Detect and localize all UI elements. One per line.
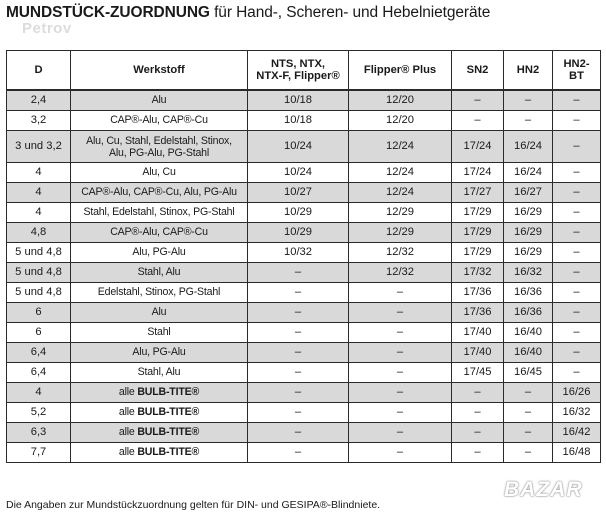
- cell-nts: 10/29: [248, 203, 349, 223]
- cell-nts: 10/24: [248, 163, 349, 183]
- cell-flipper-plus: 12/24: [349, 183, 452, 203]
- cell-flipper-plus: –: [349, 283, 452, 303]
- cell-nts: –: [248, 343, 349, 363]
- cell-hn2: 16/36: [504, 283, 553, 303]
- cell-diameter: 4: [7, 183, 71, 203]
- cell-flipper-plus: –: [349, 323, 452, 343]
- cell-sn2: –: [452, 90, 504, 111]
- cell-nts: 10/24: [248, 131, 349, 163]
- cell-nts: 10/29: [248, 223, 349, 243]
- cell-flipper-plus: –: [349, 383, 452, 403]
- material-brand: BULB-TITE®: [137, 386, 200, 398]
- material-text: Stahl, Edelstahl, Stinox, PG-Stahl: [83, 206, 235, 218]
- header-row: [7, 51, 601, 91]
- material-text: Stahl: [147, 326, 171, 338]
- cell-nts: 10/18: [248, 111, 349, 131]
- cell-hn2-bt: –: [553, 90, 601, 111]
- cell-hn2: 16/40: [504, 343, 553, 363]
- cell-flipper-plus: 12/32: [349, 263, 452, 283]
- table-row: [7, 383, 601, 403]
- cell-nts: 10/27: [248, 183, 349, 203]
- cell-hn2: –: [504, 423, 553, 443]
- cell-material: [71, 203, 248, 223]
- cell-diameter: 5 und 4,8: [7, 283, 71, 303]
- cell-nts: –: [248, 363, 349, 383]
- cell-material: [71, 443, 248, 463]
- table-row: [7, 183, 601, 203]
- cell-flipper-plus: –: [349, 343, 452, 363]
- cell-flipper-plus: –: [349, 443, 452, 463]
- watermark-top: Petrov: [22, 20, 72, 37]
- cell-hn2-bt: –: [553, 243, 601, 263]
- cell-nts: –: [248, 423, 349, 443]
- header-hn2-bt: HN2- BT: [553, 51, 601, 91]
- header-d: D: [7, 51, 71, 91]
- cell-hn2: 16/32: [504, 263, 553, 283]
- cell-hn2: 16/36: [504, 303, 553, 323]
- cell-material: [71, 223, 248, 243]
- table-row: [7, 443, 601, 463]
- table-row: [7, 403, 601, 423]
- table-row: [7, 263, 601, 283]
- cell-sn2: 17/27: [452, 183, 504, 203]
- cell-sn2: 17/29: [452, 203, 504, 223]
- material-text: Stahl, Alu: [137, 366, 181, 378]
- cell-hn2-bt: –: [553, 363, 601, 383]
- watermark-bottom: BAZAR: [504, 478, 583, 501]
- cell-diameter: 5,2: [7, 403, 71, 423]
- cell-hn2-bt: 16/48: [553, 443, 601, 463]
- cell-nts: –: [248, 283, 349, 303]
- material-text: Edelstahl, Stinox, PG-Stahl: [97, 286, 221, 298]
- cell-nts: –: [248, 383, 349, 403]
- cell-material: [71, 263, 248, 283]
- cell-diameter: 5 und 4,8: [7, 243, 71, 263]
- cell-hn2-bt: –: [553, 111, 601, 131]
- cell-hn2-bt: –: [553, 183, 601, 203]
- cell-flipper-plus: –: [349, 403, 452, 423]
- nozzle-assignment-table: [6, 50, 601, 463]
- cell-sn2: –: [452, 443, 504, 463]
- cell-diameter: 6,4: [7, 343, 71, 363]
- cell-sn2: –: [452, 111, 504, 131]
- material-text: CAP®-Alu, CAP®-Cu: [110, 226, 208, 238]
- header-hn2: HN2: [504, 51, 553, 91]
- cell-sn2: 17/36: [452, 303, 504, 323]
- cell-flipper-plus: 12/24: [349, 163, 452, 183]
- cell-sn2: 17/40: [452, 323, 504, 343]
- header-sn2: SN2: [452, 51, 504, 91]
- cell-hn2: –: [504, 443, 553, 463]
- material-text: alle: [118, 386, 138, 398]
- cell-flipper-plus: 12/20: [349, 111, 452, 131]
- cell-sn2: 17/29: [452, 223, 504, 243]
- table-row: [7, 283, 601, 303]
- footnote: Die Angaben zur Mundstückzuordnung gelten für DIN- und GESIPA®-Blindniete.: [6, 499, 381, 511]
- table-row: [7, 363, 601, 383]
- table-row: [7, 163, 601, 183]
- cell-sn2: 17/32: [452, 263, 504, 283]
- cell-material: [71, 90, 248, 111]
- material-text: alle: [118, 406, 138, 418]
- material-text: Alu, Cu: [142, 166, 176, 178]
- cell-diameter: 5 und 4,8: [7, 263, 71, 283]
- table-row: [7, 111, 601, 131]
- cell-hn2: 16/45: [504, 363, 553, 383]
- material-text: Alu, Cu, Stahl, Edelstahl, Stinox, Alu, PG-Alu, PG-Stahl: [86, 134, 232, 159]
- cell-sn2: –: [452, 423, 504, 443]
- cell-hn2: 16/24: [504, 131, 553, 163]
- cell-sn2: 17/40: [452, 343, 504, 363]
- cell-flipper-plus: 12/29: [349, 203, 452, 223]
- cell-hn2: 16/24: [504, 163, 553, 183]
- cell-diameter: 4: [7, 383, 71, 403]
- cell-hn2: –: [504, 383, 553, 403]
- cell-hn2-bt: –: [553, 223, 601, 243]
- cell-diameter: 7,7: [7, 443, 71, 463]
- material-text: Alu, PG-Alu: [132, 346, 186, 358]
- cell-hn2-bt: –: [553, 283, 601, 303]
- cell-material: [71, 163, 248, 183]
- cell-diameter: 4,8: [7, 223, 71, 243]
- cell-material: [71, 403, 248, 423]
- cell-diameter: 6,3: [7, 423, 71, 443]
- cell-sn2: 17/36: [452, 283, 504, 303]
- cell-material: [71, 183, 248, 203]
- cell-hn2-bt: 16/26: [553, 383, 601, 403]
- cell-nts: 10/32: [248, 243, 349, 263]
- table-row: [7, 243, 601, 263]
- cell-material: [71, 363, 248, 383]
- cell-flipper-plus: 12/20: [349, 90, 452, 111]
- cell-hn2-bt: 16/42: [553, 423, 601, 443]
- cell-hn2: –: [504, 111, 553, 131]
- table-row: [7, 423, 601, 443]
- cell-diameter: 2,4: [7, 90, 71, 111]
- cell-hn2-bt: –: [553, 343, 601, 363]
- cell-hn2-bt: –: [553, 131, 601, 163]
- material-text: CAP®-Alu, CAP®-Cu, Alu, PG-Alu: [81, 186, 237, 198]
- title-bold: MUNDSTÜCK-ZUORDNUNG: [6, 4, 210, 21]
- cell-hn2-bt: –: [553, 163, 601, 183]
- cell-sn2: 17/29: [452, 243, 504, 263]
- cell-hn2-bt: –: [553, 203, 601, 223]
- cell-sn2: –: [452, 403, 504, 423]
- cell-flipper-plus: 12/32: [349, 243, 452, 263]
- material-brand: BULB-TITE®: [137, 426, 200, 438]
- cell-material: [71, 383, 248, 403]
- cell-sn2: 17/24: [452, 131, 504, 163]
- cell-nts: –: [248, 263, 349, 283]
- material-text: Stahl, Alu: [137, 266, 181, 278]
- cell-material: [71, 131, 248, 163]
- table-row: [7, 343, 601, 363]
- material-brand: BULB-TITE®: [137, 406, 200, 418]
- cell-hn2-bt: –: [553, 323, 601, 343]
- cell-diameter: 4: [7, 203, 71, 223]
- material-text: Alu: [151, 306, 167, 318]
- cell-material: [71, 303, 248, 323]
- table-row: [7, 203, 601, 223]
- cell-hn2: –: [504, 90, 553, 111]
- cell-flipper-plus: –: [349, 303, 452, 323]
- title-rest: für Hand-, Scheren- und Hebelnietgeräte: [209, 4, 491, 21]
- cell-material: [71, 343, 248, 363]
- material-text: alle: [118, 446, 138, 458]
- cell-nts: –: [248, 403, 349, 423]
- cell-diameter: 6: [7, 303, 71, 323]
- material-text: CAP®-Alu, CAP®-Cu: [110, 114, 208, 126]
- cell-flipper-plus: –: [349, 363, 452, 383]
- cell-diameter: 6,4: [7, 363, 71, 383]
- cell-hn2: –: [504, 403, 553, 423]
- cell-hn2-bt: –: [553, 303, 601, 323]
- cell-material: [71, 111, 248, 131]
- table-row: [7, 90, 601, 111]
- material-text: alle: [118, 426, 138, 438]
- header-flipper-plus: Flipper® Plus: [349, 51, 452, 91]
- table-row: [7, 303, 601, 323]
- cell-material: [71, 323, 248, 343]
- cell-material: [71, 283, 248, 303]
- cell-nts: –: [248, 323, 349, 343]
- cell-flipper-plus: 12/29: [349, 223, 452, 243]
- cell-sn2: –: [452, 383, 504, 403]
- cell-diameter: 4: [7, 163, 71, 183]
- material-text: Alu, PG-Alu: [132, 246, 186, 258]
- cell-diameter: 6: [7, 323, 71, 343]
- table-row: [7, 223, 601, 243]
- cell-sn2: 17/24: [452, 163, 504, 183]
- table-row: [7, 323, 601, 343]
- cell-nts: –: [248, 303, 349, 323]
- cell-flipper-plus: –: [349, 423, 452, 443]
- cell-hn2: 16/29: [504, 203, 553, 223]
- material-text: Alu: [151, 94, 167, 106]
- cell-diameter: 3,2: [7, 111, 71, 131]
- material-brand: BULB-TITE®: [137, 446, 200, 458]
- cell-hn2: 16/40: [504, 323, 553, 343]
- cell-hn2: 16/29: [504, 223, 553, 243]
- cell-flipper-plus: 12/24: [349, 131, 452, 163]
- cell-hn2: 16/27: [504, 183, 553, 203]
- cell-diameter: 3 und 3,2: [7, 131, 71, 163]
- cell-hn2-bt: –: [553, 263, 601, 283]
- cell-hn2-bt: 16/32: [553, 403, 601, 423]
- cell-material: [71, 423, 248, 443]
- header-werkstoff: Werkstoff: [71, 51, 248, 91]
- header-nts: NTS, NTX, NTX-F, Flipper®: [248, 51, 349, 91]
- table-row: [7, 131, 601, 163]
- cell-hn2: 16/29: [504, 243, 553, 263]
- cell-material: [71, 243, 248, 263]
- cell-nts: –: [248, 443, 349, 463]
- page-title: [6, 3, 602, 23]
- cell-sn2: 17/45: [452, 363, 504, 383]
- cell-nts: 10/18: [248, 90, 349, 111]
